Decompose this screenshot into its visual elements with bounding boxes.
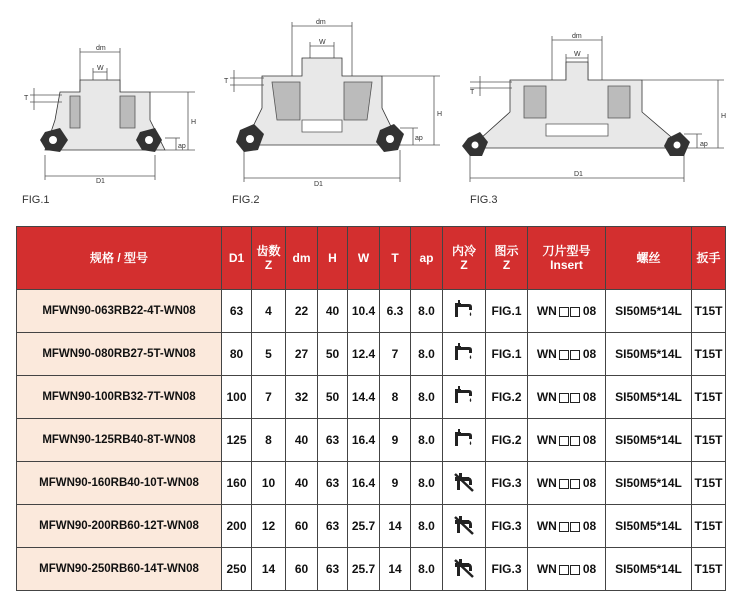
fig2-drawing xyxy=(222,0,462,215)
cell-model: MFWN90-160RB40-10T-WN08 xyxy=(17,462,222,505)
cell-teeth: 14 xyxy=(252,548,286,591)
cell-teeth: 7 xyxy=(252,376,286,419)
cell-ap: 8.0 xyxy=(411,290,443,333)
fig2-h-label: H xyxy=(437,111,443,118)
header-coolant xyxy=(443,227,486,290)
header-d1: D1 xyxy=(222,227,252,290)
cell-dm: 22 xyxy=(286,290,318,333)
header-model: 规格 / 型号 xyxy=(17,227,222,290)
insert-suffix: 08 xyxy=(582,304,597,318)
table-body xyxy=(17,290,726,591)
cell-d1: 80 xyxy=(222,333,252,376)
cell-fig: FIG.3 xyxy=(486,505,528,548)
insert-placeholder-box xyxy=(559,393,569,403)
table-row xyxy=(17,333,726,376)
cell-dm: 40 xyxy=(286,462,318,505)
header-coolant-line1: 内冷 xyxy=(451,244,476,258)
fig1-drawing xyxy=(0,0,230,215)
header-w: W xyxy=(348,227,380,290)
insert-placeholder-box xyxy=(559,307,569,317)
cell-insert xyxy=(528,419,606,462)
cell-teeth: 8 xyxy=(252,419,286,462)
cell-t: 14 xyxy=(380,548,411,591)
cell-screw: SI50M5*14L xyxy=(606,333,692,376)
insert-suffix: 08 xyxy=(582,390,597,404)
cell-insert xyxy=(528,376,606,419)
cell-wrench: T15T xyxy=(692,505,726,548)
figure-area xyxy=(0,0,750,215)
fig2-t-label: T xyxy=(224,78,229,85)
cell-teeth: 4 xyxy=(252,290,286,333)
cell-screw: SI50M5*14L xyxy=(606,548,692,591)
insert-placeholder-box xyxy=(559,350,569,360)
fig1-d1-label: D1 xyxy=(96,178,105,185)
coolant-faucet-icon xyxy=(453,299,475,324)
cell-screw: SI50M5*14L xyxy=(606,376,692,419)
cell-coolant xyxy=(443,419,486,462)
cell-t: 14 xyxy=(380,505,411,548)
cell-dm: 27 xyxy=(286,333,318,376)
header-coolant-line2: Z xyxy=(460,258,468,272)
cell-h: 40 xyxy=(318,290,348,333)
cell-ap: 8.0 xyxy=(411,462,443,505)
cell-dm: 32 xyxy=(286,376,318,419)
header-ap: ap xyxy=(411,227,443,290)
table-header-row xyxy=(17,227,726,290)
table-row xyxy=(17,548,726,591)
cell-ap: 8.0 xyxy=(411,333,443,376)
cell-t: 7 xyxy=(380,333,411,376)
insert-placeholder-box xyxy=(559,565,569,575)
fig2-ap-label: ap xyxy=(415,135,423,142)
fig3-h-label: H xyxy=(721,113,727,120)
cell-d1: 63 xyxy=(222,290,252,333)
fig1-t-label: T xyxy=(24,95,29,102)
table-row xyxy=(17,419,726,462)
fig2-dm-label: dm xyxy=(316,19,326,26)
header-teeth-line1: 齿数 xyxy=(256,244,281,258)
cell-teeth: 10 xyxy=(252,462,286,505)
cell-fig: FIG.3 xyxy=(486,462,528,505)
fig1-w-label: W xyxy=(97,65,104,72)
cell-w: 16.4 xyxy=(348,462,380,505)
cell-model: MFWN90-080RB27-5T-WN08 xyxy=(17,333,222,376)
header-insert-line2: Insert xyxy=(550,258,583,272)
cell-w: 14.4 xyxy=(348,376,380,419)
insert-suffix: 08 xyxy=(582,347,597,361)
cell-screw: SI50M5*14L xyxy=(606,462,692,505)
header-fig xyxy=(486,227,528,290)
header-teeth-line2: Z xyxy=(264,258,273,272)
cell-screw: SI50M5*14L xyxy=(606,505,692,548)
header-insert-line1: 刀片型号 xyxy=(542,244,591,258)
fig3-drawing xyxy=(462,0,750,215)
fig1-dm-label: dm xyxy=(96,45,106,52)
cell-wrench: T15T xyxy=(692,290,726,333)
cell-ap: 8.0 xyxy=(411,505,443,548)
cell-wrench: T15T xyxy=(692,376,726,419)
header-teeth xyxy=(252,227,286,290)
cell-insert xyxy=(528,290,606,333)
coolant-faucet-icon xyxy=(453,342,475,367)
cell-w: 25.7 xyxy=(348,548,380,591)
table-row xyxy=(17,462,726,505)
cell-d1: 200 xyxy=(222,505,252,548)
cell-h: 63 xyxy=(318,505,348,548)
cell-d1: 160 xyxy=(222,462,252,505)
insert-prefix: WN xyxy=(536,519,557,533)
header-fig-line2: Z xyxy=(502,258,511,272)
fig3-w-label: W xyxy=(574,51,581,58)
insert-placeholder-box xyxy=(570,393,580,403)
insert-placeholder-box xyxy=(559,479,569,489)
fig1-caption: FIG.1 xyxy=(22,194,50,206)
cell-ap: 8.0 xyxy=(411,548,443,591)
cell-w: 16.4 xyxy=(348,419,380,462)
insert-placeholder-box xyxy=(570,350,580,360)
cell-d1: 250 xyxy=(222,548,252,591)
cell-model: MFWN90-100RB32-7T-WN08 xyxy=(17,376,222,419)
cell-t: 8 xyxy=(380,376,411,419)
cell-w: 25.7 xyxy=(348,505,380,548)
cell-h: 63 xyxy=(318,462,348,505)
cell-d1: 125 xyxy=(222,419,252,462)
header-t: T xyxy=(380,227,411,290)
spec-table xyxy=(16,226,726,591)
cell-insert xyxy=(528,505,606,548)
no-coolant-icon xyxy=(453,514,475,539)
cell-h: 50 xyxy=(318,376,348,419)
header-h: H xyxy=(318,227,348,290)
cell-dm: 60 xyxy=(286,505,318,548)
fig3-caption: FIG.3 xyxy=(470,194,498,206)
insert-placeholder-box xyxy=(559,436,569,446)
header-screw: 螺丝 xyxy=(606,227,692,290)
insert-placeholder-box xyxy=(570,307,580,317)
coolant-faucet-icon xyxy=(453,428,475,453)
insert-prefix: WN xyxy=(536,347,557,361)
no-coolant-icon xyxy=(453,557,475,582)
cell-insert xyxy=(528,548,606,591)
coolant-faucet-icon xyxy=(453,385,475,410)
cell-ap: 8.0 xyxy=(411,419,443,462)
insert-placeholder-box xyxy=(570,436,580,446)
cell-d1: 100 xyxy=(222,376,252,419)
cell-h: 50 xyxy=(318,333,348,376)
insert-suffix: 08 xyxy=(582,433,597,447)
cell-teeth: 12 xyxy=(252,505,286,548)
cell-wrench: T15T xyxy=(692,548,726,591)
insert-prefix: WN xyxy=(536,476,557,490)
cell-model: MFWN90-250RB60-14T-WN08 xyxy=(17,548,222,591)
cell-coolant xyxy=(443,333,486,376)
cell-h: 63 xyxy=(318,548,348,591)
cell-ap: 8.0 xyxy=(411,376,443,419)
cell-fig: FIG.1 xyxy=(486,290,528,333)
cell-model: MFWN90-063RB22-4T-WN08 xyxy=(17,290,222,333)
cell-screw: SI50M5*14L xyxy=(606,419,692,462)
cell-h: 63 xyxy=(318,419,348,462)
insert-prefix: WN xyxy=(536,390,557,404)
header-fig-line1: 图示 xyxy=(494,244,519,258)
fig2-d1-label: D1 xyxy=(314,181,323,188)
cell-model: MFWN90-200RB60-12T-WN08 xyxy=(17,505,222,548)
cell-coolant xyxy=(443,290,486,333)
cell-coolant xyxy=(443,505,486,548)
table-row xyxy=(17,376,726,419)
cell-coolant xyxy=(443,462,486,505)
cell-dm: 60 xyxy=(286,548,318,591)
cell-model: MFWN90-125RB40-8T-WN08 xyxy=(17,419,222,462)
cell-wrench: T15T xyxy=(692,462,726,505)
cell-t: 6.3 xyxy=(380,290,411,333)
header-wrench: 扳手 xyxy=(692,227,726,290)
insert-placeholder-box xyxy=(570,565,580,575)
cell-wrench: T15T xyxy=(692,419,726,462)
cell-fig: FIG.3 xyxy=(486,548,528,591)
cell-insert xyxy=(528,333,606,376)
fig1-ap-label: ap xyxy=(178,143,186,150)
cell-coolant xyxy=(443,376,486,419)
cell-w: 12.4 xyxy=(348,333,380,376)
cell-fig: FIG.1 xyxy=(486,333,528,376)
insert-prefix: WN xyxy=(536,433,557,447)
header-dm: dm xyxy=(286,227,318,290)
header-insert xyxy=(528,227,606,290)
fig3-dm-label: dm xyxy=(572,33,582,40)
fig1-h-label: H xyxy=(191,119,197,126)
cell-t: 9 xyxy=(380,462,411,505)
table-row xyxy=(17,505,726,548)
cell-fig: FIG.2 xyxy=(486,419,528,462)
cell-teeth: 5 xyxy=(252,333,286,376)
cell-fig: FIG.2 xyxy=(486,376,528,419)
cell-coolant xyxy=(443,548,486,591)
cell-screw: SI50M5*14L xyxy=(606,290,692,333)
table-row xyxy=(17,290,726,333)
fig3-d1-label: D1 xyxy=(574,171,583,178)
insert-placeholder-box xyxy=(559,522,569,532)
insert-suffix: 08 xyxy=(582,562,597,576)
cell-wrench: T15T xyxy=(692,333,726,376)
cell-dm: 40 xyxy=(286,419,318,462)
fig3-t-label: T xyxy=(470,89,475,96)
fig3-ap-label: ap xyxy=(700,141,708,148)
insert-suffix: 08 xyxy=(582,519,597,533)
insert-prefix: WN xyxy=(536,304,557,318)
insert-prefix: WN xyxy=(536,562,557,576)
insert-placeholder-box xyxy=(570,479,580,489)
fig2-caption: FIG.2 xyxy=(232,194,260,206)
cell-t: 9 xyxy=(380,419,411,462)
cell-insert xyxy=(528,462,606,505)
insert-placeholder-box xyxy=(570,522,580,532)
cell-w: 10.4 xyxy=(348,290,380,333)
no-coolant-icon xyxy=(453,471,475,496)
insert-suffix: 08 xyxy=(582,476,597,490)
fig2-w-label: W xyxy=(319,39,326,46)
